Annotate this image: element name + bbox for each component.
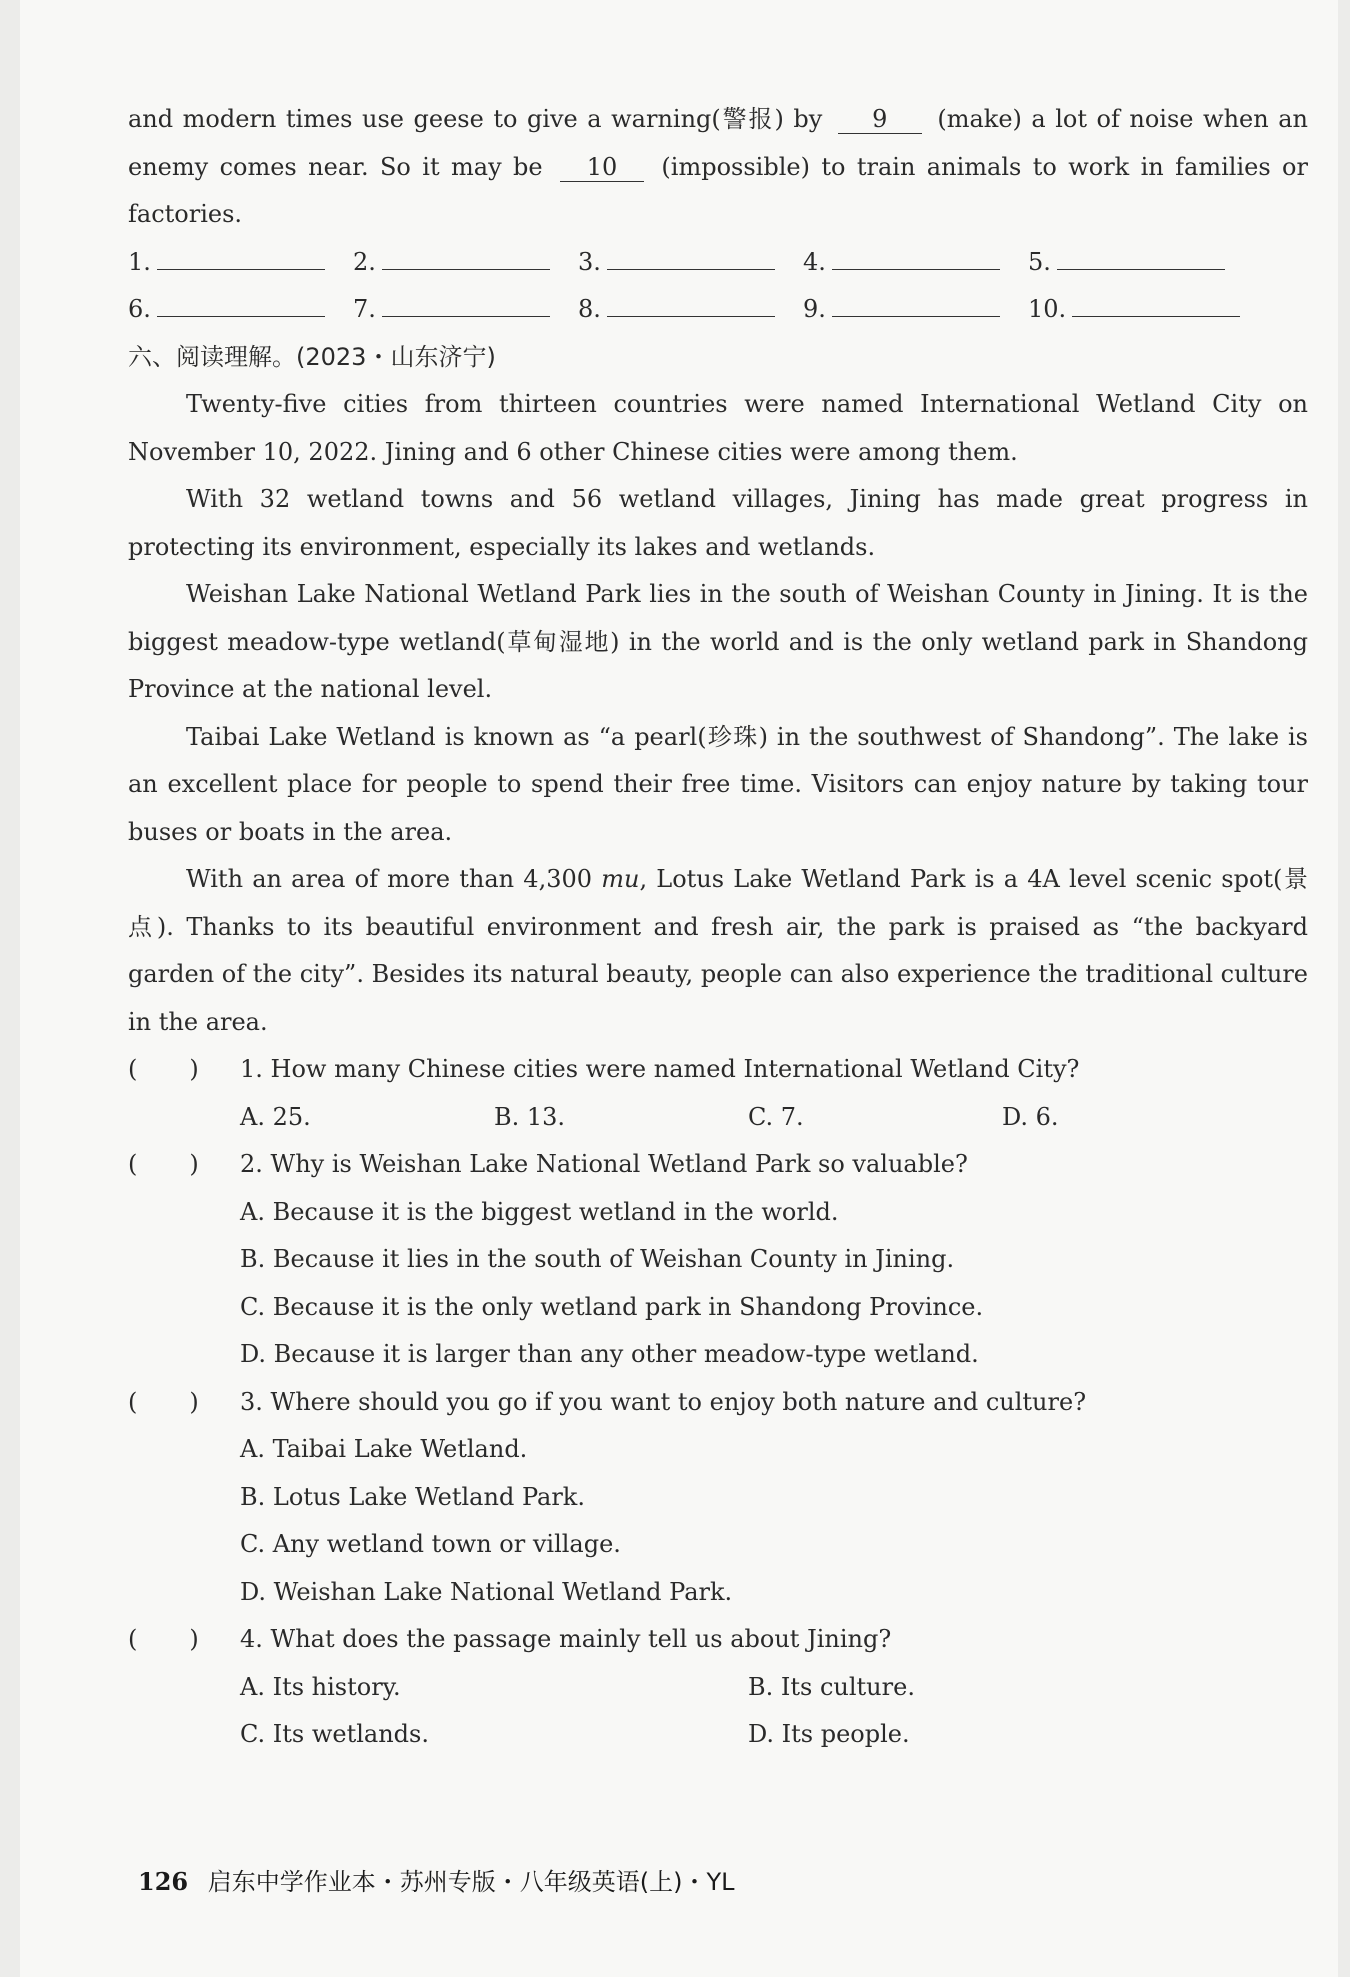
answer-bracket[interactable] — [128, 1379, 240, 1427]
answer-bracket[interactable] — [128, 1141, 240, 1189]
option-b: B. Lotus Lake Wetland Park. — [240, 1482, 585, 1511]
answer-blank[interactable] — [1028, 239, 1253, 287]
question-3 — [128, 1379, 1308, 1427]
reading-paragraph-5 — [128, 856, 1308, 1046]
answer-line[interactable] — [382, 315, 550, 317]
option-d: D. Its people. — [748, 1720, 910, 1748]
page-footer — [138, 1862, 735, 1897]
answer-blank[interactable] — [353, 286, 578, 334]
option-d: D. Weishan Lake National Wetland Park. — [240, 1577, 733, 1606]
section-title: 六、阅读理解。(2023・山东济宁) — [128, 342, 496, 371]
bracket-open: ( — [128, 1055, 138, 1083]
document-page — [20, 0, 1338, 1977]
option-d: D. Because it is larger than any other meadow-type wetland. — [240, 1340, 979, 1368]
option-c: C. Its wetlands. — [240, 1720, 429, 1748]
reading-paragraph-3: Weishan Lake National Wetland Park lies in the south of Weishan County in Jining. It is the biggest meadow-type wetland(草甸湿地) in the world and is the only wetland park in Shandong Province at the national level. — [128, 580, 1308, 703]
answer-blank[interactable] — [1028, 286, 1253, 334]
option-c: C. 7. — [748, 1102, 804, 1131]
bracket-open: ( — [128, 1150, 138, 1178]
answer-blank[interactable] — [578, 239, 803, 287]
answer-blank-label: 4. — [803, 247, 826, 276]
question-text: 4. What does the passage mainly tell us about Jining? — [240, 1625, 892, 1653]
question-text: 1. How many Chinese cities were named International Wetland City? — [240, 1055, 1080, 1083]
option-a: A. Taibai Lake Wetland. — [240, 1435, 528, 1463]
bracket-open: ( — [128, 1625, 138, 1653]
prev-passage-text-3: (impossible) to train animals to work in families or factories. — [128, 152, 1308, 228]
question-1-options — [240, 1094, 1308, 1142]
option-a: A. 25. — [240, 1102, 311, 1131]
option-a: A. Because it is the biggest wetland in the world. — [240, 1197, 839, 1226]
answer-line[interactable] — [832, 315, 1000, 317]
answer-line[interactable] — [607, 268, 775, 270]
reading-paragraph-5-pre: With an area of more than 4,300 — [186, 865, 593, 893]
reading-paragraph-4: Taibai Lake Wetland is known as “a pearl(珍珠) in the southwest of Shandong”. The lake is an excellent place for people to spend their free time. Visitors can enjoy nature by taking tour buses or boats in the area. — [128, 722, 1308, 846]
answer-blank[interactable] — [128, 239, 353, 287]
reading-paragraph-2: With 32 wetland towns and 56 wetland villages, Jining has made great progress in protecting its environment, especially its lakes and wetlands. — [128, 485, 1308, 561]
answer-bracket[interactable] — [128, 1616, 240, 1664]
answer-line[interactable] — [157, 268, 325, 270]
question-text: 3. Where should you go if you want to enjoy both nature and culture? — [240, 1387, 1087, 1416]
prev-passage-text-2: (make) a lot of noise when an enemy comes near. So it may be — [128, 105, 1308, 181]
book-title: 启东中学作业本・苏州专版・八年级英语(上)・YL — [207, 1868, 735, 1896]
answer-bracket[interactable] — [128, 1046, 240, 1094]
answer-blank-label: 7. — [353, 295, 376, 323]
answer-blank-label: 8. — [578, 295, 601, 323]
bracket-close: ) — [189, 1625, 199, 1653]
answer-blank[interactable] — [803, 286, 1028, 334]
answer-line[interactable] — [832, 268, 1000, 270]
answer-line[interactable] — [157, 315, 325, 317]
bracket-close: ) — [189, 1387, 199, 1416]
option-b: B. Its culture. — [748, 1672, 915, 1701]
prev-passage-text-1: and modern times use geese to give a warning(警报) by — [128, 105, 823, 133]
option-b: B. Because it lies in the south of Weishan County in Jining. — [240, 1245, 955, 1273]
bracket-close: ) — [189, 1055, 199, 1083]
answer-line[interactable] — [1072, 315, 1240, 317]
reading-paragraph-5-post: , Lotus Lake Wetland Park is a 4A level scenic spot(景点). Thanks to its beautiful environment and fresh air, the park is praised as “the backyard garden of the city”. Besides its natural beauty, people can also experience the traditional culture in the area. — [128, 865, 1308, 1036]
answer-blank-label: 5. — [1028, 247, 1051, 276]
question-text: 2. Why is Weishan Lake National Wetland Park so valuable? — [240, 1150, 968, 1178]
question-1 — [128, 1046, 1308, 1094]
question-4-options — [240, 1664, 1308, 1759]
question-4 — [128, 1616, 1308, 1664]
reading-paragraph-5-unit: mu — [601, 865, 640, 893]
answer-line[interactable] — [1057, 268, 1225, 270]
bracket-open: ( — [128, 1387, 138, 1416]
prev-passage — [128, 96, 1308, 239]
answer-blank[interactable] — [353, 239, 578, 287]
answer-line[interactable] — [382, 268, 550, 270]
page-number: 126 — [138, 1867, 189, 1896]
answer-blank[interactable] — [578, 286, 803, 334]
option-b: B. 13. — [494, 1102, 566, 1131]
answer-blanks — [128, 239, 1308, 334]
reading-paragraph-1: Twenty-five cities from thirteen countries were named International Wetland City on November 10, 2022. Jining and 6 other Chinese cities were among them. — [128, 390, 1308, 466]
blank-10: 10 — [560, 153, 644, 182]
option-c: C. Because it is the only wetland park in Shandong Province. — [240, 1292, 984, 1321]
answer-blank-label: 3. — [578, 247, 601, 276]
option-d: D. 6. — [1002, 1102, 1059, 1131]
question-2 — [128, 1141, 1308, 1189]
answer-blank-label: 1. — [128, 247, 151, 276]
page-content — [128, 96, 1308, 1759]
option-a: A. Its history. — [240, 1672, 401, 1701]
option-c: C. Any wetland town or village. — [240, 1530, 621, 1558]
bracket-close: ) — [189, 1150, 199, 1178]
answer-blank[interactable] — [803, 239, 1028, 287]
blank-9: 9 — [838, 105, 922, 134]
answer-blank-label: 2. — [353, 247, 376, 276]
answer-line[interactable] — [607, 315, 775, 317]
answer-blank-label: 6. — [128, 295, 151, 323]
answer-blank-label: 10. — [1028, 295, 1067, 323]
answer-blank-label: 9. — [803, 295, 826, 323]
answer-blank[interactable] — [128, 286, 353, 334]
